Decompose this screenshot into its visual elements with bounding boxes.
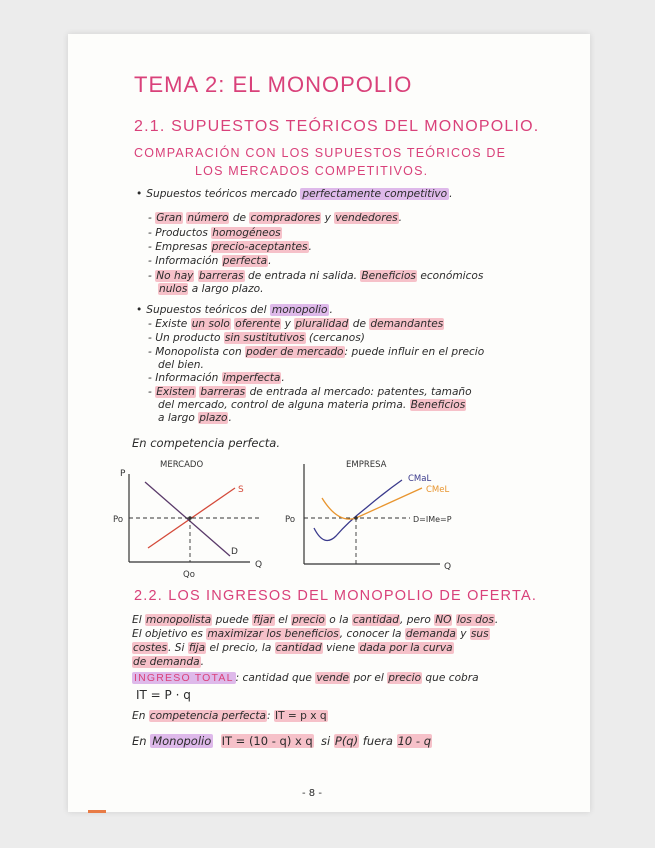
text: . (398, 212, 402, 224)
highlight-term: plazo (199, 412, 228, 424)
text: El objetivo es (132, 628, 203, 640)
graph-empresa-x-label: Q (444, 562, 452, 572)
text: a largo plazo. (188, 283, 264, 295)
list-item-continuation (158, 283, 264, 295)
text: de (229, 212, 250, 224)
text: : puede influir en el precio (344, 346, 485, 358)
highlight-term: vendedores (335, 212, 398, 224)
highlight-term: monopolio (271, 304, 328, 316)
highlight-term: competencia perfecta (149, 710, 266, 722)
highlight-term: barreras (200, 386, 246, 398)
graph-mercado-y-label: P (120, 469, 126, 479)
text: En (132, 710, 146, 722)
text: El (132, 614, 142, 626)
page-number: - 8 - (302, 788, 322, 799)
page-edge-mark (88, 810, 106, 813)
text: de entrada al mercado: patentes, tamaño (246, 386, 472, 398)
highlight-term: Beneficios (361, 270, 416, 282)
text: . Si (168, 642, 188, 654)
graph-mercado-x-label: Q (255, 560, 263, 570)
text: económicos (416, 270, 484, 282)
paragraph-line (132, 614, 498, 626)
highlight-term: Monopolio (152, 734, 212, 748)
text: . (200, 656, 204, 668)
text: o la (325, 614, 352, 626)
list-item: - Existe un solo oferente y pluralidad de demandantes (148, 318, 444, 330)
highlight-term: barreras (198, 270, 244, 282)
graph-empresa-demand-label: D=IMe=P (413, 515, 452, 524)
list-item: - Información perfecta. (148, 255, 272, 267)
supply-label: S (238, 485, 244, 495)
graph-mercado-qty-label: Qo (183, 570, 195, 580)
text: y (321, 212, 335, 224)
highlight-term: cantidad (275, 642, 322, 654)
text: y (456, 628, 470, 640)
text: el (274, 614, 292, 626)
monopolio-formula-line (132, 734, 432, 748)
highlight-term: 10 - q (397, 734, 432, 748)
list-item: - Gran número de compradores y vendedores. (148, 212, 402, 224)
ingreso-total-label: INGRESO TOTAL (134, 672, 234, 684)
list-item: - Productos homogéneos (148, 227, 281, 239)
graph-empresa-title: EMPRESA (346, 460, 387, 470)
highlight-term: precio (388, 672, 422, 684)
cmal-curve (314, 480, 402, 541)
text: a largo (158, 412, 195, 424)
text: . (308, 241, 312, 253)
cmal-label: CMaL (408, 474, 432, 484)
highlight-term: oferente (235, 318, 281, 330)
highlight-term: poder de mercado (246, 346, 344, 358)
text: : cantidad que (235, 672, 316, 684)
cmel-label: CMeL (426, 485, 450, 495)
bullet-dot-icon: • (136, 188, 143, 200)
highlight-term: NO (435, 614, 452, 626)
text: de (349, 318, 370, 330)
competencia-formula-line (132, 710, 328, 722)
text: Información (155, 255, 219, 267)
text: Existe (155, 318, 188, 330)
highlight-term: número (187, 212, 229, 224)
highlight-term: fijar (253, 614, 274, 626)
highlight-term: homogéneos (212, 227, 281, 239)
demand-curve (145, 482, 230, 556)
graph-mercado-title: MERCADO (160, 460, 204, 470)
highlight-term: de demanda (133, 656, 200, 668)
text: Un producto (155, 332, 221, 344)
text: que cobra (422, 672, 479, 684)
bullet-suffix: . (329, 304, 333, 316)
text: . (228, 412, 232, 424)
page-title: TEMA 2: EL MONOPOLIO (134, 72, 413, 97)
text: En (132, 734, 147, 748)
list-item-continuation (158, 359, 204, 371)
bullet-text: Supuestos teóricos del (146, 304, 267, 316)
text: viene (322, 642, 359, 654)
text: de entrada ni salida. (244, 270, 361, 282)
highlight-term: dada por la curva (359, 642, 453, 654)
paragraph-line (132, 656, 204, 668)
text: , pero (400, 614, 435, 626)
text: Empresas (155, 241, 208, 253)
bullet-monopolio (136, 304, 333, 316)
highlight-formula: IT = p x q (274, 710, 327, 722)
highlight-term: un solo (191, 318, 230, 330)
section-heading-2-2: 2.2. LOS INGRESOS DEL MONOPOLIO DE OFERTA. (134, 588, 538, 604)
paragraph-line (132, 628, 490, 640)
highlight-term: compradores (250, 212, 321, 224)
bullet-text: Supuestos teóricos mercado (146, 188, 298, 200)
ingreso-total-line (132, 672, 479, 684)
list-item: - Un producto sin sustitutivos (cercanos) (148, 332, 365, 344)
text: del mercado, control de alguna materia prima. (158, 399, 407, 411)
bullet-dot-icon: • (136, 304, 143, 316)
highlight-term: Beneficios (410, 399, 466, 411)
highlight-term: perfecta (222, 255, 268, 267)
text: : (267, 710, 271, 722)
text: Productos (155, 227, 208, 239)
paragraph-line (132, 642, 454, 654)
highlight-term: Existen (156, 386, 196, 398)
graph-empresa-price-label: Po (285, 515, 296, 525)
empresa-equilibrium-point (354, 516, 358, 520)
highlight-term: fija (188, 642, 206, 654)
it-formula: IT = P · q (136, 688, 191, 702)
subheading-line-2: LOS MERCADOS COMPETITIVOS. (195, 164, 429, 178)
highlight-term: costes (133, 642, 168, 654)
highlight-term: sin sustitutivos (224, 332, 305, 344)
list-item: - No hay barreras de entrada ni salida. Beneficios económicos (148, 270, 484, 282)
text: . (281, 372, 285, 384)
list-item-continuation (158, 412, 232, 424)
highlight-term: cantidad (352, 614, 400, 626)
demand-label: D (231, 547, 238, 557)
highlight-term: demandantes (370, 318, 444, 330)
highlight-term: vende (316, 672, 350, 684)
supply-demand-graphs (110, 456, 530, 584)
list-item: - Empresas precio-aceptantes. (148, 241, 312, 253)
text: del bien. (158, 359, 204, 371)
highlight-term: perfectamente competitivo (302, 188, 448, 200)
highlight-term: monopolista (146, 614, 212, 626)
highlight-term: los dos (456, 614, 494, 626)
text: . (268, 255, 272, 267)
highlight-term: P(q) (334, 734, 359, 748)
section-heading-2-1: 2.1. SUPUESTOS TEÓRICOS DEL MONOPOLIO. (134, 118, 540, 135)
competencia-label: En competencia perfecta. (132, 436, 281, 450)
text: (cercanos) (305, 332, 365, 344)
bullet-competitivo (136, 188, 453, 200)
highlight-term: maximizar los beneficios (207, 628, 339, 640)
graph-mercado-price-label: Po (113, 515, 124, 525)
text: el precio, la (206, 642, 275, 654)
text: , conocer la (339, 628, 405, 640)
list-item-continuation (158, 399, 466, 411)
highlight-term: precio (292, 614, 325, 626)
highlight-term: sus (470, 628, 489, 640)
highlight-formula: IT = (10 - q) x q (221, 734, 313, 748)
text: y (281, 318, 295, 330)
text: si (321, 734, 331, 748)
highlight-term: Gran (156, 212, 182, 224)
highlight-term: demanda (405, 628, 456, 640)
highlight-term: nulos (159, 283, 188, 295)
list-item: - Existen barreras de entrada al mercado: patentes, tamaño (148, 386, 472, 398)
bullet-suffix: . (449, 188, 453, 200)
highlight-term: imperfecta (222, 372, 281, 384)
text: fuera (362, 734, 393, 748)
text: por el (350, 672, 388, 684)
highlight-term: pluralidad (295, 318, 349, 330)
highlight-term: precio-aceptantes (211, 241, 308, 253)
list-item: - Información imperfecta. (148, 372, 285, 384)
equilibrium-point (188, 516, 192, 520)
text: . (494, 614, 499, 626)
text: Monopolista con (155, 346, 242, 358)
list-item: - Monopolista con poder de mercado: puede influir en el precio (148, 346, 485, 358)
highlight-term: No hay (156, 270, 194, 282)
text: puede (212, 614, 253, 626)
text: Información (155, 372, 219, 384)
subheading-line-1: COMPARACIÓN CON LOS SUPUESTOS TEÓRICOS DE (134, 146, 507, 160)
